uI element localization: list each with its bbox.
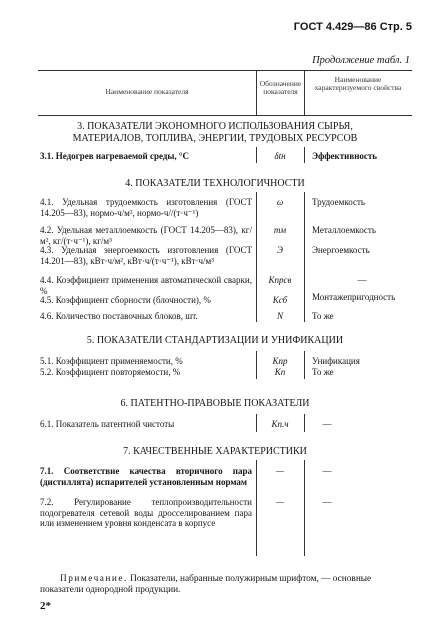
section-title: 4. ПОКАЗАТЕЛИ ТЕХНОЛОГИЧНОСТИ [125,178,305,189]
table-row-name: 4.5. Коэффициент сборности (блочности), % [40,295,211,305]
column-divider-2 [304,70,305,115]
table-row-property: Монтажепригодность [312,292,396,302]
table-row-symbol: ω [276,197,284,207]
table-row-name: 3.1. Недогрев нагреваемой среды, °C [40,151,190,161]
table-row-property: То же [312,367,334,377]
table-row-name: 7.1. Соответствие качества вторичного пара (дистиллята) испарителей установленным нормам [40,466,252,487]
table-row-symbol: Kп.ч [271,419,289,429]
table-row-symbol: N [276,311,283,321]
table-row-name: 4.2. Удельная металлоемкость (ГОСТ 14.205—83), кг/м², кг/(т·ч⁻¹), кг/м³ [40,225,252,246]
table-row-name: 4.6. Количество поставочных блоков, шт. [40,311,198,321]
table-row-symbol: Kсб [272,295,288,305]
table-row-symbol: — [275,497,284,507]
section-title: 5. ПОКАЗАТЕЛИ СТАНДАРТИЗАЦИИ И УНИФИКАЦИИ [86,335,344,346]
table-header-bottom-rule [38,115,412,116]
table-row-property: Эффективность [312,151,378,161]
table-row-symbol: Kпр [272,356,288,366]
footnote [40,574,412,596]
table-row-property: — [322,419,332,429]
column-divider-2 [304,147,305,163]
table-row-symbol: Kпрсв [268,275,292,285]
table-row-property: То же [312,311,334,321]
table-row-name: 4.4. Коэффициент применения автоматической сварки, % [40,275,252,296]
page-mark: 2* [40,600,51,612]
section-title: 7. КАЧЕСТВЕННЫЕ ХАРАКТЕРИСТИКИ [123,446,307,457]
column-divider-2 [304,192,305,322]
column-divider-2 [304,460,305,556]
table-row-property: Энергоемкость [312,245,370,255]
table-row-property: Унификация [312,356,360,366]
footnote-text: Показатели, набранные полужирным шрифтом, — основные показатели однородной продукции. [40,574,372,595]
table-row-name: 4.3. Удельная энергоемкость изготовления (ГОСТ 14.201—83), кВт·ч/м², кВт·ч/(т·ч⁻¹), кВт·ч/м³ [40,245,252,266]
table-row-symbol: Э [277,245,283,255]
page-header: ГОСТ 4.429—86 Стр. 5 [293,21,412,33]
column-divider-1 [256,147,257,163]
table-row-symbol: mм [273,225,287,235]
table-row-symbol: δtн [274,151,286,161]
column-divider-2 [304,414,305,432]
table-row-property: — [357,275,367,285]
column-divider-2 [304,351,305,379]
table-row-name: 7.2. Регулирование теплопроизводительности подогревателя сетевой воды дросселированием пара или изменением уровня конденсата в корпусе [40,497,252,528]
footnote-label: Примечание. [60,574,128,584]
table-row-name: 4.1. Удельная трудоемкость изготовления (ГОСТ 14.205—83), нормо-ч/м², нормо-ч//(т·ч⁻¹) [40,197,252,218]
table-row-symbol: Kп [274,367,286,377]
column-header-property: Наименование характеризуемого свойства [314,75,402,92]
table-top-rule [38,70,412,71]
table-row-name: 5.1. Коэффициент применяемости, % [40,356,183,366]
table-row-name: 5.2. Коэффициент повторяемости, % [40,367,181,377]
table-continuation-label: Продолжение табл. 1 [312,55,410,66]
table-row-property: Трудоемкость [312,197,366,207]
table-row-property: Металлоемкость [312,225,376,235]
column-header-name: Наименование показателя [105,87,189,96]
table-row-symbol: — [275,466,284,476]
table-row-name: 6.1. Показатель патентной чистоты [40,419,175,429]
table-row-property: — [322,466,332,476]
section-title: 6. ПАТЕНТНО-ПРАВОВЫЕ ПОКАЗАТЕЛИ [120,398,310,409]
column-header-symbol: Обозначение показателя [259,79,302,96]
table-row-property: — [322,497,332,507]
section-title: 3. ПОКАЗАТЕЛИ ЭКОНОМНОГО ИСПОЛЬЗОВАНИЯ СЫРЬЯ, МАТЕРИАЛОВ, ТОПЛИВА, ЭНЕРГИИ, ТРУДОВЫХ РЕСУРСОВ [72,121,358,144]
